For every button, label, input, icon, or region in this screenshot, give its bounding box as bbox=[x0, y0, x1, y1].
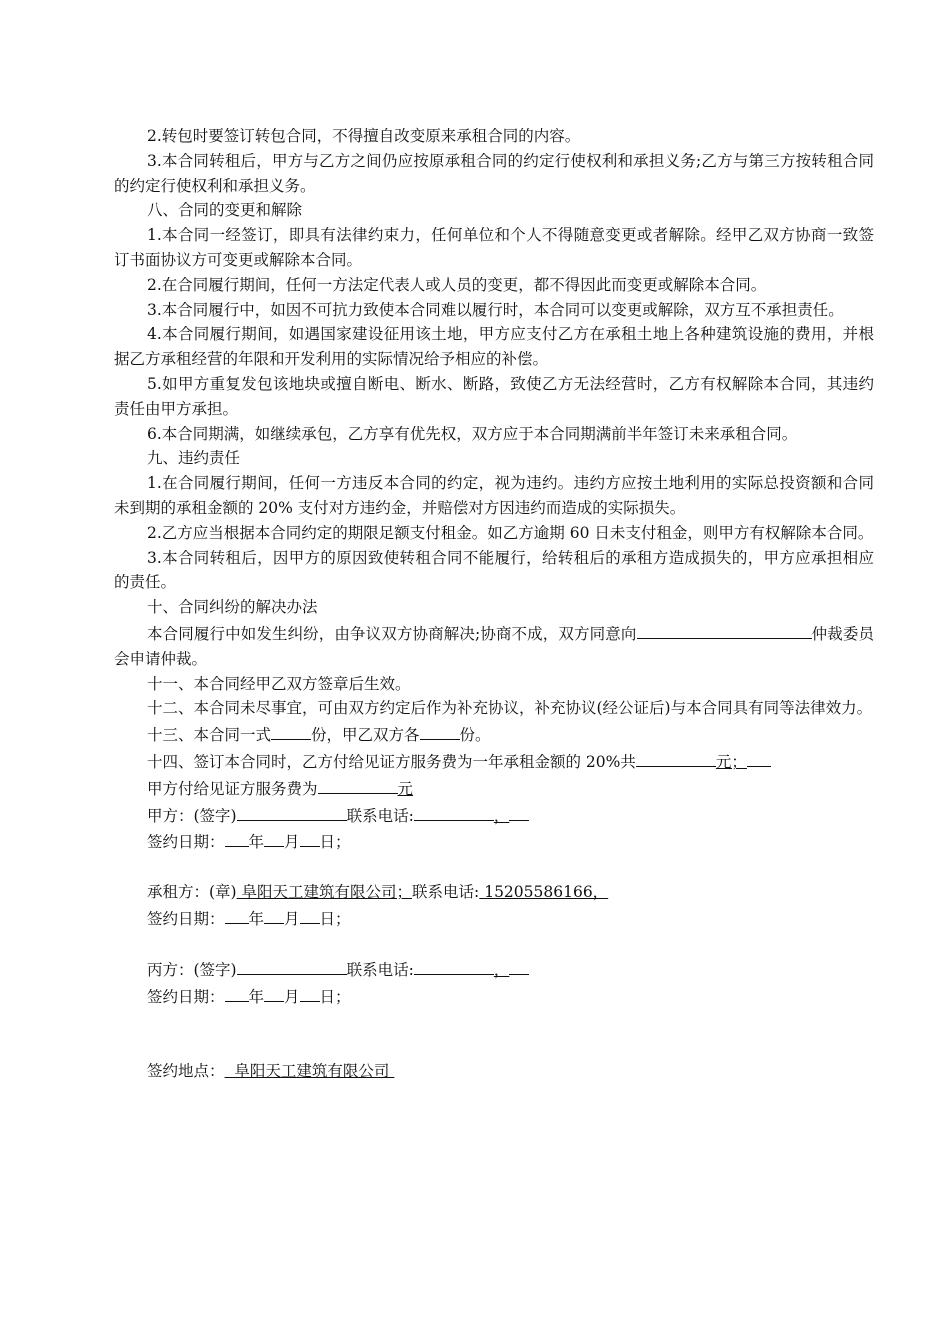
spacer bbox=[114, 1010, 874, 1060]
party-a-fee-unit: 元 bbox=[397, 779, 414, 798]
spacer bbox=[114, 855, 874, 880]
party-c-sign-blank bbox=[237, 956, 347, 975]
party-a-date bbox=[114, 828, 874, 855]
section-9-heading: 九、违约责任 bbox=[147, 449, 241, 468]
copies-text: 十三、本合同一式 bbox=[147, 726, 272, 745]
party-c-phone-end bbox=[509, 956, 529, 975]
year-blank bbox=[225, 905, 249, 924]
copies-each-blank bbox=[420, 721, 460, 740]
section-11: 十一、本合同经甲乙双方签章后生效。 bbox=[147, 674, 411, 693]
contract-body bbox=[114, 124, 874, 1084]
copies-each-text: 份，甲乙双方各 bbox=[311, 726, 420, 745]
lessee-phone: 15205586166， bbox=[479, 882, 609, 901]
service-fee-unit: 元； bbox=[715, 752, 747, 771]
party-a-fee-blank bbox=[318, 775, 398, 794]
section-10-heading: 十、合同纠纷的解决办法 bbox=[147, 598, 318, 617]
clause-8-1: 1.本合同一经签订，即具有法律约束力，任何单位和个人不得随意变更或者解除。经甲乙双方协商一致签订书面协议方可变更或解除本合同。 bbox=[114, 226, 874, 269]
year-blank bbox=[225, 828, 249, 847]
year-label: 年 bbox=[248, 988, 265, 1007]
spacer bbox=[114, 932, 874, 957]
party-a-phone-label: 联系电话: bbox=[346, 806, 414, 825]
clause-9-2: 2.乙方应当根据本合同约定的期限足额支付租金。如乙方逾期 60 日未支付租金，则甲方有权解除本合同。 bbox=[147, 523, 874, 542]
clause-7-3: 3.本合同转租后，甲方与乙方之间仍应按原承租合同的约定行使权利和承担义务;乙方与第三方按转租合同的约定行使权利和承担义务。 bbox=[114, 151, 874, 195]
party-a-signature bbox=[114, 802, 874, 829]
day-label: 日； bbox=[319, 988, 351, 1007]
lessee-date bbox=[114, 905, 874, 932]
day-blank bbox=[300, 983, 320, 1002]
signing-place bbox=[114, 1059, 874, 1084]
month-label: 月 bbox=[284, 988, 300, 1007]
arbitration-blank bbox=[637, 620, 812, 639]
lessee-name: 阜阳天工建筑有限公司； bbox=[236, 882, 413, 901]
copies-blank bbox=[271, 721, 311, 740]
clause-7-2: 2.转包时要签订转包合同，不得擅自改变原来承租合同的内容。 bbox=[147, 127, 581, 145]
year-label: 年 bbox=[248, 909, 265, 928]
year-label: 年 bbox=[248, 833, 265, 852]
clause-9-3: 3.本合同转租后，因甲方的原因致使转租合同不能履行，给转租后的承租方造成损失的，甲方应承担相应的责任。 bbox=[114, 548, 874, 592]
section-13 bbox=[114, 721, 874, 748]
clause-8-2: 2.在合同履行期间，任何一方法定代表人或人员的变更，都不得因此而变更或解除本合同。 bbox=[147, 275, 767, 294]
party-a-phone-tail: ， bbox=[493, 806, 510, 825]
place-value: 阜阳天工建筑有限公司 bbox=[224, 1062, 395, 1081]
month-label: 月 bbox=[284, 909, 300, 928]
date-label: 签约日期： bbox=[147, 909, 225, 928]
month-blank bbox=[264, 905, 284, 924]
service-fee-blank bbox=[636, 748, 716, 767]
date-label: 签约日期： bbox=[147, 988, 225, 1007]
party-a-phone-blank bbox=[414, 802, 494, 821]
party-c-phone-label: 联系电话: bbox=[346, 961, 414, 980]
copies-tail: 份。 bbox=[459, 726, 491, 745]
month-blank bbox=[264, 828, 284, 847]
date-label: 签约日期： bbox=[147, 833, 225, 852]
party-c-phone-blank bbox=[414, 956, 494, 975]
clause-10-tail: 仲裁委员会申请仲裁。 bbox=[114, 624, 874, 668]
clause-10-text: 本合同履行中如发生纠纷，由争议双方协商解决;协商不成，双方同意向 bbox=[147, 624, 637, 643]
place-label: 签约地点： bbox=[147, 1062, 225, 1081]
clause-8-5: 5.如甲方重复发包该地块或擅自断电、断水、断路，致使乙方无法经营时，乙方有权解除本合同，其违约责任由甲方承担。 bbox=[114, 374, 874, 418]
clause-8-3: 3.本合同履行中，如因不可抗力致使本合同难以履行时，本合同可以变更或解除，双方互不承担责任。 bbox=[147, 300, 844, 319]
service-fee-tail-blank bbox=[747, 748, 771, 767]
day-label: 日； bbox=[319, 833, 351, 852]
clause-8-4: 4.本合同履行期间，如遇国家建设征用该土地，甲方应支付乙方在承租土地上各种建筑设施的费用，并根据乙方承租经营的年限和开发利用的实际情况给予相应的补偿。 bbox=[114, 325, 874, 369]
clause-8-6: 6.本合同期满，如继续承包，乙方享有优先权，双方应于本合同期满前半年签订未来承租合同。 bbox=[147, 424, 798, 443]
month-blank bbox=[264, 983, 284, 1002]
clause-9-1: 1.在合同履行期间，任何一方违反本合同的约定，视为违约。违约方应按土地利用的实际总投资额和合同未到期的承租金额的 20% 支付对方违约金，并赔偿对方因违约而造成的实际损失。 bbox=[114, 474, 874, 517]
party-a-fee bbox=[114, 775, 874, 802]
party-a-label: 甲方：(签字) bbox=[147, 806, 237, 825]
day-label: 日； bbox=[319, 909, 351, 928]
clause-10 bbox=[114, 620, 874, 672]
lessee-label: 承租方：(章) bbox=[147, 882, 237, 901]
day-blank bbox=[300, 828, 320, 847]
section-12: 十二、本合同未尽事宜，可由双方约定后作为补充协议，补充协议(经公证后)与本合同具有同等法律效力。 bbox=[147, 699, 873, 718]
day-blank bbox=[300, 905, 320, 924]
service-fee-text: 十四、签订本合同时，乙方付给见证方服务费为一年承租金额的 20%共 bbox=[147, 752, 636, 771]
party-c-label: 丙方：(签字) bbox=[147, 961, 237, 980]
party-c-date bbox=[114, 983, 874, 1010]
section-14 bbox=[114, 748, 874, 775]
year-blank bbox=[225, 983, 249, 1002]
party-c-phone-tail: ， bbox=[493, 961, 510, 980]
lessee-phone-label: 联系电话: bbox=[412, 882, 480, 901]
section-8-heading: 八、合同的变更和解除 bbox=[147, 201, 303, 220]
party-a-fee-text: 甲方付给见证方服务费为 bbox=[147, 779, 318, 798]
party-c-signature bbox=[114, 956, 874, 983]
party-a-phone-end bbox=[509, 802, 529, 821]
month-label: 月 bbox=[284, 833, 300, 852]
lessee-signature bbox=[114, 880, 874, 905]
party-a-sign-blank bbox=[237, 802, 347, 821]
